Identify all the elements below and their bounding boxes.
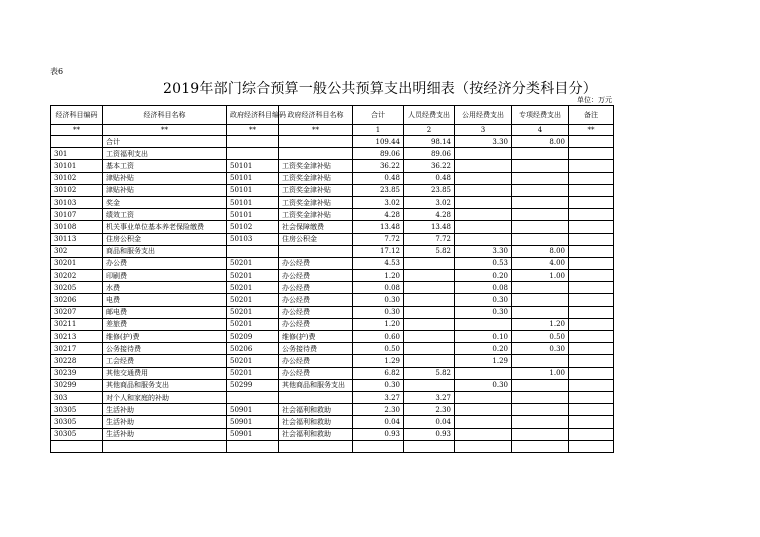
code-cell: 30207 [51,306,103,318]
index-cell: ** [51,125,103,136]
gov-name-cell: 办公经费 [279,318,353,330]
column-header: 经济科目名称 [103,106,227,125]
gov-name-cell: 住房公积金 [279,233,353,245]
special-cell [512,196,569,208]
total-cell: 4.53 [353,257,404,269]
note-cell [569,270,614,282]
note-cell [569,294,614,306]
gov-name-cell: 其他商品和服务支出 [279,379,353,391]
public-cell [455,440,512,452]
personnel-cell [404,355,455,367]
total-row [51,136,614,148]
name-cell: 住房公积金 [103,233,227,245]
total-cell: 3.27 [353,391,404,403]
code-cell: 30102 [51,172,103,184]
table-number-label: 表6 [50,67,64,76]
code-cell: 30108 [51,221,103,233]
note-cell [569,440,614,452]
name-cell: 对个人和家庭的补助 [103,391,227,403]
special-cell [512,416,569,428]
gov-code-cell: 50201 [227,294,279,306]
public-cell: 0.08 [455,282,512,294]
table-row [51,379,614,391]
code-cell: 30201 [51,257,103,269]
special-cell [512,282,569,294]
code-cell: 303 [51,391,103,403]
personnel-cell: 0.93 [404,428,455,440]
public-cell: 0.20 [455,343,512,355]
gov-code-cell: 50101 [227,160,279,172]
note-cell [569,331,614,343]
public-cell [455,196,512,208]
table-row [51,428,614,440]
table-row [51,233,614,245]
personnel-cell [404,257,455,269]
gov-name-cell [279,440,353,452]
table-row [51,184,614,196]
note-cell [569,428,614,440]
public-cell [455,160,512,172]
name-cell: 生活补助 [103,404,227,416]
total-cell [353,440,404,452]
gov-name-cell: 维修(护)费 [279,331,353,343]
gov-code-cell: 50103 [227,233,279,245]
personnel-cell: 23.85 [404,184,455,196]
budget-detail-table [50,105,614,453]
public-cell: 0.30 [455,294,512,306]
gov-code-cell: 50901 [227,404,279,416]
gov-code-cell: 50201 [227,367,279,379]
special-cell [512,440,569,452]
total-cell: 0.30 [353,379,404,391]
public-cell: 3.30 [455,136,512,148]
name-cell: 合计 [103,136,227,148]
note-cell [569,233,614,245]
special-cell: 8.00 [512,136,569,148]
personnel-cell: 3.02 [404,196,455,208]
table-row [51,355,614,367]
column-header: 经济科目编码 [51,106,103,125]
note-cell [569,343,614,355]
total-cell: 23.85 [353,184,404,196]
gov-code-cell: 50299 [227,379,279,391]
gov-name-cell [279,245,353,257]
public-cell [455,404,512,416]
special-cell: 4.00 [512,257,569,269]
total-cell: 89.06 [353,148,404,160]
gov-code-cell: 50101 [227,209,279,221]
public-cell: 0.53 [455,257,512,269]
gov-name-cell: 工资奖金津补贴 [279,184,353,196]
public-cell [455,391,512,403]
total-cell: 0.93 [353,428,404,440]
note-cell [569,148,614,160]
index-cell: ** [279,125,353,136]
gov-name-cell: 社会福利和救助 [279,404,353,416]
gov-name-cell: 工资奖金津补贴 [279,196,353,208]
total-cell: 0.60 [353,331,404,343]
special-cell [512,221,569,233]
gov-name-cell: 社会福利和救助 [279,416,353,428]
table-row [51,160,614,172]
public-cell [455,416,512,428]
code-cell: 30107 [51,209,103,221]
public-cell: 3.30 [455,245,512,257]
gov-code-cell: 50201 [227,318,279,330]
name-cell: 其他商品和服务支出 [103,379,227,391]
gov-name-cell [279,148,353,160]
table-row [51,209,614,221]
note-cell [569,136,614,148]
total-cell: 109.44 [353,136,404,148]
page-title: 2019年部门综合预算一般公共预算支出明细表（按经济分类科目分） [162,81,598,97]
table-row [51,318,614,330]
note-cell [569,355,614,367]
gov-name-cell: 办公经费 [279,270,353,282]
table-row [51,172,614,184]
total-cell: 36.22 [353,160,404,172]
total-cell: 0.30 [353,294,404,306]
total-cell: 7.72 [353,233,404,245]
name-cell: 电费 [103,294,227,306]
column-header: 备注 [569,106,614,125]
gov-name-cell: 办公经费 [279,282,353,294]
gov-code-cell [227,391,279,403]
code-cell: 30239 [51,367,103,379]
total-cell: 4.28 [353,209,404,221]
public-cell: 0.20 [455,270,512,282]
code-cell: 30305 [51,428,103,440]
special-cell [512,294,569,306]
personnel-cell: 13.48 [404,221,455,233]
total-cell: 0.30 [353,306,404,318]
name-cell: 差旅费 [103,318,227,330]
column-header: 人员经费支出 [404,106,455,125]
code-cell: 30305 [51,404,103,416]
index-cell: 3 [455,125,512,136]
public-cell [455,172,512,184]
name-cell: 绩效工资 [103,209,227,221]
note-cell [569,391,614,403]
personnel-cell [404,318,455,330]
total-cell: 0.48 [353,172,404,184]
name-cell: 维修(护)费 [103,331,227,343]
public-cell [455,148,512,160]
gov-code-cell [227,245,279,257]
code-cell: 30217 [51,343,103,355]
gov-code-cell: 50206 [227,343,279,355]
table-row [51,440,614,452]
column-header: 政府经济科目名称 [279,106,353,125]
name-cell: 津贴补贴 [103,172,227,184]
table-row [51,257,614,269]
special-cell [512,306,569,318]
special-cell [512,233,569,245]
special-cell [512,148,569,160]
public-cell: 0.30 [455,379,512,391]
personnel-cell: 5.82 [404,245,455,257]
code-cell: 30299 [51,379,103,391]
personnel-cell: 0.04 [404,416,455,428]
table-row [51,367,614,379]
note-cell [569,282,614,294]
name-cell: 奖金 [103,196,227,208]
column-header: 公用经费支出 [455,106,512,125]
note-cell [569,160,614,172]
total-cell: 1.20 [353,318,404,330]
name-cell: 生活补助 [103,428,227,440]
total-cell: 0.50 [353,343,404,355]
personnel-cell [404,331,455,343]
name-cell: 商品和服务支出 [103,245,227,257]
public-cell [455,367,512,379]
gov-code-cell: 50201 [227,355,279,367]
gov-name-cell: 社会福利和救助 [279,428,353,440]
name-cell: 工资福利支出 [103,148,227,160]
code-cell: 30213 [51,331,103,343]
special-cell [512,160,569,172]
name-cell: 水费 [103,282,227,294]
public-cell: 1.29 [455,355,512,367]
column-header: 专项经费支出 [512,106,569,125]
note-cell [569,172,614,184]
public-cell [455,221,512,233]
code-cell: 30211 [51,318,103,330]
name-cell: 公务接待费 [103,343,227,355]
unit-label: 单位：万元 [577,96,612,104]
gov-code-cell: 50209 [227,331,279,343]
note-cell [569,306,614,318]
code-cell: 30101 [51,160,103,172]
name-cell: 邮电费 [103,306,227,318]
table-row [51,196,614,208]
gov-name-cell [279,391,353,403]
personnel-cell: 2.30 [404,404,455,416]
note-cell [569,257,614,269]
name-cell: 办公费 [103,257,227,269]
table-row [51,416,614,428]
gov-name-cell: 工资奖金津补贴 [279,160,353,172]
name-cell: 工会经费 [103,355,227,367]
personnel-cell: 89.06 [404,148,455,160]
personnel-cell [404,379,455,391]
personnel-cell [404,270,455,282]
index-cell: ** [227,125,279,136]
gov-name-cell: 工资奖金津补贴 [279,172,353,184]
total-cell: 1.20 [353,270,404,282]
table-row [51,270,614,282]
total-cell: 2.30 [353,404,404,416]
gov-code-cell: 50201 [227,282,279,294]
table-row [51,148,614,160]
special-cell [512,404,569,416]
special-cell [512,379,569,391]
code-cell: 30102 [51,184,103,196]
special-cell [512,391,569,403]
special-cell: 1.00 [512,367,569,379]
special-cell [512,184,569,196]
personnel-cell [404,306,455,318]
table-row [51,294,614,306]
special-cell [512,428,569,440]
public-cell [455,233,512,245]
note-cell [569,209,614,221]
public-cell: 0.10 [455,331,512,343]
gov-code-cell: 50901 [227,428,279,440]
note-cell [569,318,614,330]
personnel-cell [404,282,455,294]
personnel-cell: 3.27 [404,391,455,403]
index-cell: ** [569,125,614,136]
index-cell: 1 [353,125,404,136]
personnel-cell: 5.82 [404,367,455,379]
gov-code-cell: 50101 [227,172,279,184]
total-cell: 6.82 [353,367,404,379]
note-cell [569,367,614,379]
code-cell: 30202 [51,270,103,282]
personnel-cell: 0.48 [404,172,455,184]
total-cell: 1.29 [353,355,404,367]
name-cell: 机关事业单位基本养老保险缴费 [103,221,227,233]
gov-code-cell: 50102 [227,221,279,233]
gov-name-cell: 公务接待费 [279,343,353,355]
total-cell: 3.02 [353,196,404,208]
gov-code-cell: 50901 [227,416,279,428]
note-cell [569,184,614,196]
code-cell: 301 [51,148,103,160]
gov-code-cell: 50201 [227,270,279,282]
public-cell: 0.30 [455,306,512,318]
column-header: 合计 [353,106,404,125]
note-cell [569,245,614,257]
total-cell: 0.08 [353,282,404,294]
special-cell [512,172,569,184]
gov-code-cell [227,136,279,148]
name-cell: 生活补助 [103,416,227,428]
gov-name-cell [279,136,353,148]
name-cell: 印刷费 [103,270,227,282]
code-cell: 30305 [51,416,103,428]
special-cell: 0.50 [512,331,569,343]
table-row [51,331,614,343]
public-cell [455,318,512,330]
note-cell [569,416,614,428]
code-cell: 302 [51,245,103,257]
gov-name-cell: 办公经费 [279,355,353,367]
personnel-cell [404,343,455,355]
name-cell: 基本工资 [103,160,227,172]
gov-code-cell: 50201 [227,306,279,318]
code-cell: 30228 [51,355,103,367]
personnel-cell: 4.28 [404,209,455,221]
personnel-cell: 36.22 [404,160,455,172]
special-cell: 1.20 [512,318,569,330]
code-cell [51,440,103,452]
personnel-cell [404,440,455,452]
table-header-row [51,106,614,125]
special-cell [512,209,569,221]
table-row [51,343,614,355]
gov-name-cell: 工资奖金津补贴 [279,209,353,221]
index-cell: 4 [512,125,569,136]
total-cell: 17.12 [353,245,404,257]
public-cell [455,184,512,196]
table-row [51,221,614,233]
code-cell: 30206 [51,294,103,306]
index-cell: ** [103,125,227,136]
code-cell: 30103 [51,196,103,208]
gov-code-cell: 50101 [227,184,279,196]
table-row [51,391,614,403]
table-row [51,245,614,257]
gov-name-cell: 办公经费 [279,367,353,379]
gov-name-cell: 社会保障缴费 [279,221,353,233]
special-cell: 8.00 [512,245,569,257]
note-cell [569,196,614,208]
gov-code-cell: 50201 [227,257,279,269]
gov-code-cell: 50101 [227,196,279,208]
column-header: 政府经济科目编码 [227,106,279,125]
name-cell: 津贴补贴 [103,184,227,196]
code-cell: 30113 [51,233,103,245]
total-cell: 13.48 [353,221,404,233]
personnel-cell [404,294,455,306]
index-cell: 2 [404,125,455,136]
special-cell: 1.00 [512,270,569,282]
table-row [51,282,614,294]
gov-name-cell: 办公经费 [279,294,353,306]
note-cell [569,404,614,416]
special-cell [512,355,569,367]
table-row [51,404,614,416]
public-cell [455,428,512,440]
total-cell: 0.04 [353,416,404,428]
personnel-cell: 98.14 [404,136,455,148]
note-cell [569,379,614,391]
code-cell [51,136,103,148]
public-cell [455,209,512,221]
gov-code-cell [227,440,279,452]
gov-code-cell [227,148,279,160]
personnel-cell: 7.72 [404,233,455,245]
name-cell: 其他交通费用 [103,367,227,379]
gov-name-cell: 办公经费 [279,306,353,318]
code-cell: 30205 [51,282,103,294]
table-row [51,306,614,318]
name-cell [103,440,227,452]
column-index-row [51,125,614,136]
gov-name-cell: 办公经费 [279,257,353,269]
special-cell: 0.30 [512,343,569,355]
note-cell [569,221,614,233]
